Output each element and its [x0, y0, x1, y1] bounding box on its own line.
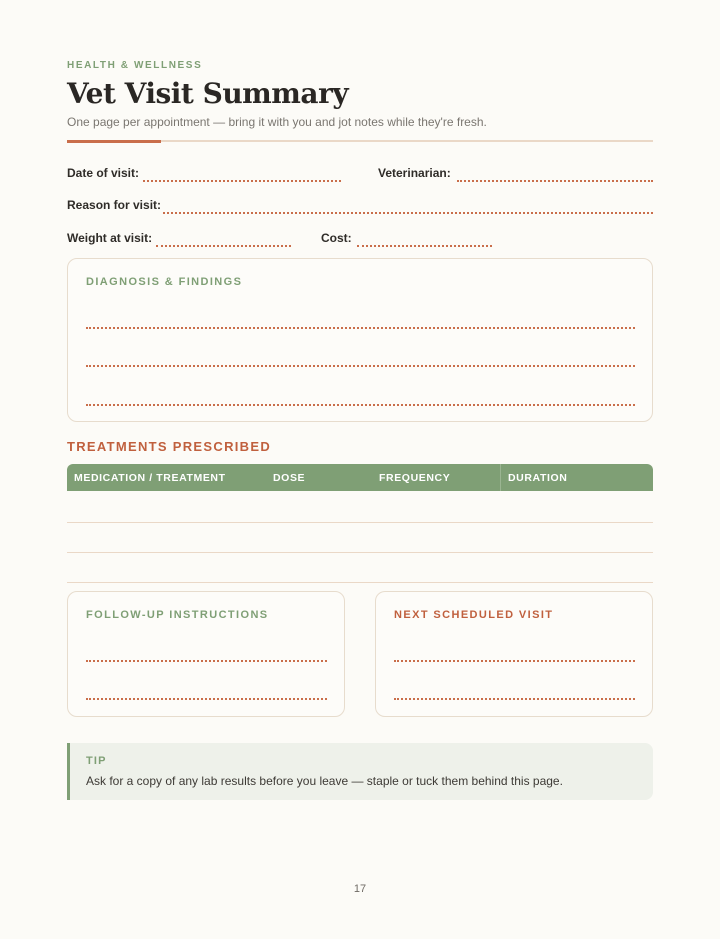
follow-up-line[interactable]: [86, 659, 327, 662]
page-title: Vet Visit Summary: [67, 77, 349, 110]
cost-line[interactable]: [357, 244, 492, 247]
veterinarian-label: Veterinarian:: [378, 166, 451, 180]
date-of-visit-field[interactable]: [67, 166, 343, 186]
table-row[interactable]: [67, 522, 653, 523]
follow-up-line[interactable]: [86, 697, 327, 700]
page-subtitle: One page per appointment — bring it with you and jot notes while they're fresh.: [67, 115, 487, 129]
page-number: 17: [353, 883, 367, 895]
treatments-table-header: [67, 464, 653, 491]
diagnosis-line[interactable]: [86, 326, 635, 329]
next-visit-line[interactable]: [394, 659, 635, 662]
title-divider: [67, 140, 653, 142]
tip-label: TIP: [86, 755, 107, 767]
tip-callout: [67, 743, 653, 800]
follow-up-box: [67, 591, 345, 717]
table-row[interactable]: [67, 582, 653, 583]
next-visit-heading: NEXT SCHEDULED VISIT: [394, 609, 554, 621]
column-duration: DURATION: [508, 472, 568, 484]
next-visit-line[interactable]: [394, 697, 635, 700]
column-divider: [500, 464, 501, 491]
veterinarian-line[interactable]: [457, 179, 653, 182]
reason-for-visit-line[interactable]: [163, 211, 653, 214]
weight-at-visit-label: Weight at visit:: [67, 231, 153, 245]
field-row-weight-cost: [67, 231, 653, 251]
tip-text: Ask for a copy of any lab results before you leave — staple or tuck them behind this page.: [86, 774, 563, 788]
column-medication: MEDICATION / TREATMENT: [74, 472, 226, 484]
diagnosis-line[interactable]: [86, 403, 635, 406]
follow-up-heading: FOLLOW-UP INSTRUCTIONS: [86, 609, 269, 621]
reason-for-visit-label: Reason for visit:: [67, 198, 162, 212]
title-divider-accent: [67, 140, 161, 143]
column-frequency: FREQUENCY: [379, 472, 451, 484]
next-visit-box: [375, 591, 653, 717]
date-of-visit-label: Date of visit:: [67, 166, 140, 180]
reason-for-visit-field[interactable]: [67, 198, 653, 218]
date-of-visit-line[interactable]: [143, 179, 341, 182]
cost-field[interactable]: [321, 231, 493, 251]
veterinarian-field[interactable]: [378, 166, 653, 186]
field-row-date-vet: [67, 166, 653, 186]
weight-at-visit-field[interactable]: [67, 231, 291, 251]
field-row-reason: [67, 198, 653, 218]
column-dose: DOSE: [273, 472, 306, 484]
diagnosis-heading: DIAGNOSIS & FINDINGS: [86, 276, 243, 288]
weight-at-visit-line[interactable]: [156, 244, 291, 247]
cost-label: Cost:: [321, 231, 352, 245]
diagnosis-line[interactable]: [86, 364, 635, 367]
worksheet-page: [67, 0, 653, 939]
table-row[interactable]: [67, 552, 653, 553]
diagnosis-box: [67, 258, 653, 422]
category-eyebrow: HEALTH & WELLNESS: [67, 60, 203, 71]
treatments-heading: TREATMENTS PRESCRIBED: [67, 439, 272, 454]
